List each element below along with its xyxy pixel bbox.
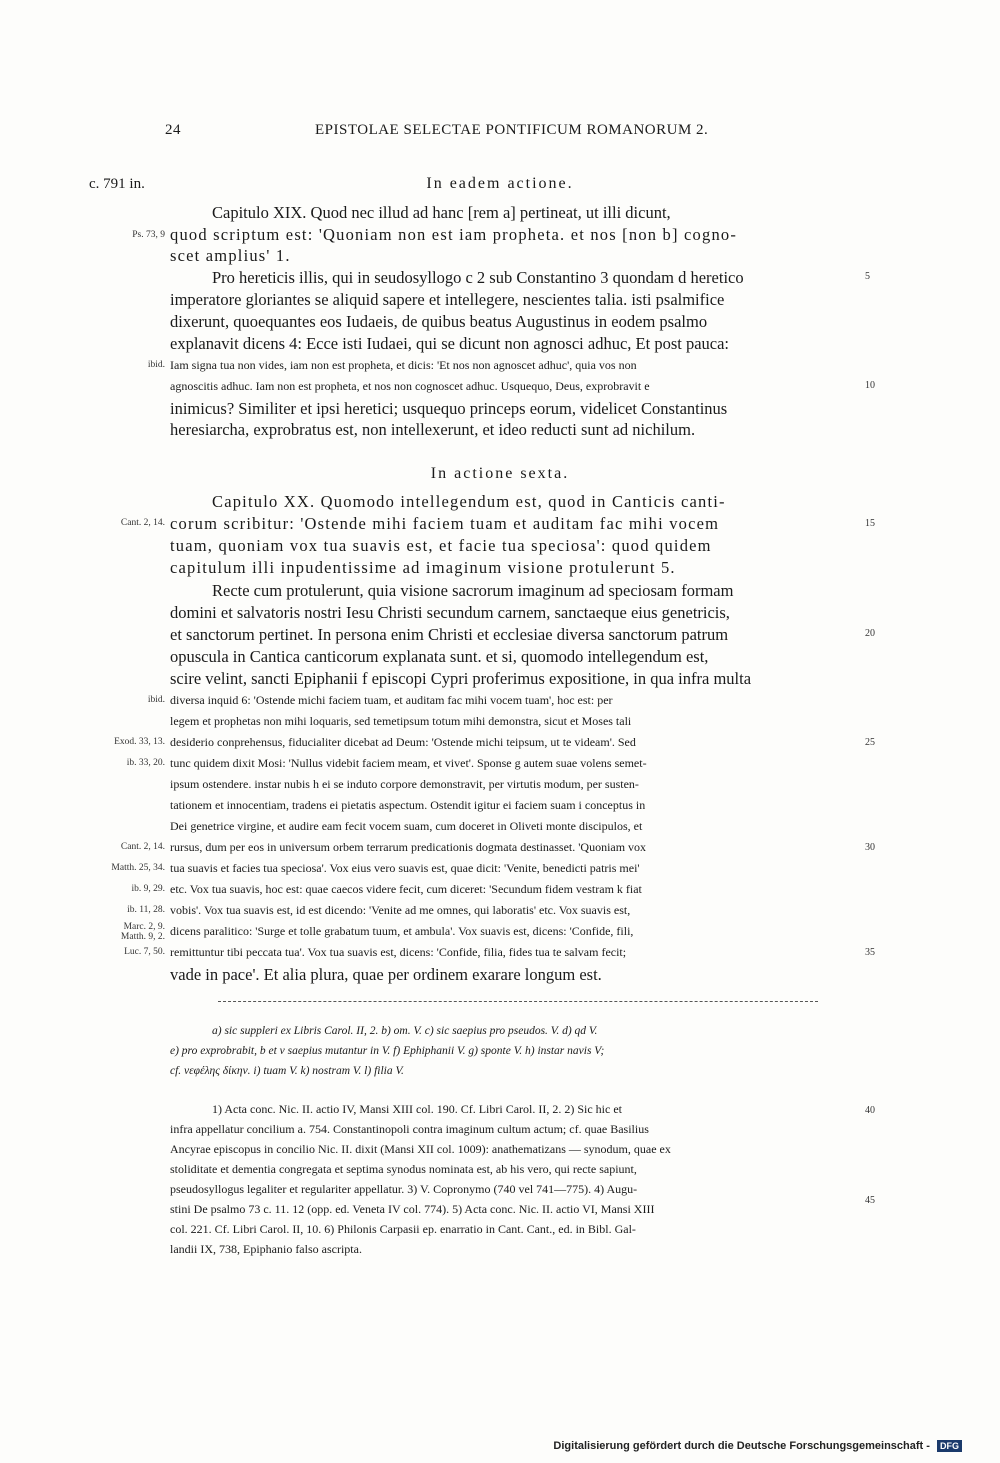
margin-ref: Ps. 73, 9 [132, 230, 165, 240]
digitization-credit [553, 1440, 962, 1452]
footnote-line: infra appellatur concilium a. 754. Constantinopoli contra imaginum cultum actum; cf. quae Basilius [170, 1122, 649, 1136]
line-number: 45 [865, 1195, 875, 1206]
margin-ref: ib. 33, 20. [126, 758, 165, 768]
line-number: 15 [865, 518, 875, 529]
line-number: 35 [865, 947, 875, 958]
text-line: opuscula in Cantica canticorum explanata sunt. et si, quomodo intellegendum est, [170, 647, 709, 666]
text-line: vade in pace'. Et alia plura, quae per ordinem exarare longum est. [170, 965, 602, 984]
text-line: Capitulo XX. Quomodo intellegendum est, quod in Canticis canti- [212, 492, 726, 511]
text-line: scet amplius' 1. [170, 246, 291, 265]
dfg-logo-icon: DFG [937, 1440, 962, 1452]
text-line: tunc quidem dixit Mosi: 'Nullus videbit faciem meam, et vivet'. Sponse g autem suae volens semet- [170, 756, 647, 770]
text-line: imperatore gloriantes se aliquid sapere et intellegere, nescientes talia. isti psalmifice [170, 290, 725, 309]
text-line: Pro hereticis illis, qui in seudosyllogo c 2 sub Constantino 3 quondam d heretico [212, 268, 744, 287]
footnote-line: 1) Acta conc. Nic. II. actio IV, Mansi XIII col. 190. Cf. Libri Carol. II, 2. 2) Sic hic et [212, 1102, 623, 1116]
line-number: 40 [865, 1105, 875, 1116]
footnote-line: stoliditate et dementia congregata et septima synodus nominata est, ab his vero, qui recte sapiunt, [170, 1162, 637, 1176]
text-line: Dei genetrice virgine, et audire eam fecit vocem suam, cum doceret in Oliveti monte discipulos, et [170, 819, 643, 833]
text-line: tua suavis et facies tua speciosa'. Vox eius vero suavis est, quae dicit: 'Venite, benedicti patris mei' [170, 861, 640, 875]
running-title: EPISTOLAE SELECTAE PONTIFICUM ROMANORUM 2. [315, 122, 709, 138]
margin-ref: Matth. 25, 34. [111, 863, 165, 873]
footnote-line: col. 221. Cf. Libri Carol. II, 10. 6) Philonis Carpasii ep. enarratio in Cant. Cant., ed. in Bibl. Gal- [170, 1222, 636, 1236]
footnote-line: Ancyrae episcopus in concilio Nic. II. dixit (Mansi XII col. 1009): anathematizans — synodum, quae ex [170, 1142, 671, 1156]
footnote-line: pseudosyllogus legaliter et regulariter appellatur. 3) V. Copronymo (740 vel 741—775). 4) Augu- [170, 1182, 638, 1196]
apparatus-line: cf. νεφέλης δίκην. i) tuam V. k) nostram V. l) filia V. [170, 1065, 404, 1077]
text-line: Capitulo XIX. Quod nec illud ad hanc [rem a] pertineat, ut illi dicunt, [212, 203, 671, 222]
credit-text: Digitalisierung gefördert durch die Deutsche Forschungsgemeinschaft - [553, 1440, 930, 1452]
text-line: dixerunt, quoequantes eos Iudaeis, de quibus beatus Augustinus in eodem psalmo [170, 312, 708, 331]
date-marker: c. 791 in. [89, 176, 145, 192]
margin-ref: Cant. 2, 14. [120, 842, 165, 852]
line-number: 25 [865, 737, 875, 748]
apparatus-line: a) sic suppleri ex Libris Carol. II, 2. b) om. V. c) sic saepius pro pseudos. V. d) qd V. [212, 1025, 598, 1037]
page-number: 24 [165, 122, 181, 138]
apparatus-line: e) pro exprobrabit, b et v saepius mutantur in V. f) Ephiphanii V. g) sponte V. h) instar navis V; [170, 1045, 605, 1057]
text-line: agnoscitis adhuc. Iam non est propheta, et nos non cognoscet adhuc. Usquequo, Deus, exprobravit e [170, 379, 650, 393]
margin-ref: ib. 11, 28. [127, 905, 165, 915]
text-line: explanavit dicens 4: Ecce isti Iudaei, qui se dicunt non agnosci adhuc, Et post pauca: [170, 334, 730, 353]
margin-ref: ibid. [147, 695, 165, 705]
text-line: tuam, quoniam vox tua suavis est, et facie tua speciosa': quod quidem [170, 536, 712, 555]
text-line: heresiarcha, exprobratus est, non intellexerunt, et ideo reducti sunt ad nichilum. [170, 420, 696, 439]
text-line: domini et salvatoris nostri Iesu Christi secundum carnem, sanctaeque eius genetricis, [170, 603, 730, 622]
text-line: tationem et innocentiam, tradens ei pietatis aspectum. Ostendit igitur ei faciem suam i conceptus in [170, 798, 646, 812]
text-line: Recte cum protulerunt, quia visione sacrorum imaginum ad speciosam formam [212, 581, 734, 600]
text-line: Iam signa tua non vides, iam non est propheta, et dicis: 'Et nos non agnoscet adhuc', quia vos non [170, 358, 637, 372]
text-line: rursus, dum per eos in universum orbem terrarum predicationis dogmata destinasset. 'Quoniam vox [170, 840, 647, 854]
footnote-line: stini De psalmo 73 c. 11. 12 (opp. ed. Veneta IV col. 774). 5) Acta conc. Nic. II. actio VI, Mansi XIII [170, 1202, 655, 1216]
margin-ref: ibid. [147, 360, 165, 370]
section-heading-2: In actione sexta. [430, 465, 570, 482]
text-line: vobis'. Vox tua suavis est, id est dicendo: 'Venite ad me omnes, qui laboratis' etc. Vox suavis est, [170, 903, 631, 917]
text-line: quod scriptum est: 'Quoniam non est iam propheta. et nos [non b] cogno- [170, 225, 738, 244]
divider [218, 1001, 818, 1002]
line-number: 30 [865, 842, 875, 853]
text-line: legem et prophetas non mihi loquaris, sed temetipsum totum mihi demonstra, sicut et Moses tali [170, 714, 632, 728]
text-line: corum scribitur: 'Ostende mihi faciem tuam et auditam fac mihi vocem [170, 514, 720, 533]
margin-ref: Luc. 7, 50. [124, 947, 165, 957]
text-line: etc. Vox tua suavis, hoc est: quae caecos videre fecit, cum diceret: 'Secundum fidem vestram k fiat [170, 882, 642, 896]
margin-ref: Exod. 33, 13. [114, 737, 165, 747]
margin-ref: ib. 9, 29. [131, 884, 165, 894]
text-line: ipsum ostendere. instar nubis h ei se induto corpore demonstravit, per virtutis modum, per susten- [170, 777, 639, 791]
text-line: scire velint, sancti Epiphanii f episcopi Cypri proferimus expositione, in qua infra multa [170, 669, 752, 688]
margin-ref: Cant. 2, 14. [120, 518, 165, 528]
text-line: desiderio conprehensus, fiducialiter dicebat ad Deum: 'Ostende michi teipsum, ut te videam'. Sed [170, 735, 636, 749]
text-line: dicens paralitico: 'Surge et tolle grabatum tuum, et ambula'. Vox suavis est, dicens: 'Confide, fili, [170, 924, 634, 938]
margin-ref: Matth. 9, 2. [120, 932, 165, 942]
section-heading-1: In eadem actione. [426, 175, 574, 192]
text-line: remittuntur tibi peccata tua'. Vox tua suavis est, dicens: 'Confide, filia, fides tua te salvam fecit; [170, 945, 627, 959]
line-number: 20 [865, 628, 875, 639]
text-line: et sanctorum pertinet. In persona enim Christi et ecclesiae diversa sanctorum patrum [170, 625, 729, 644]
footnote-line: landii IX, 738, Epiphanio falso ascripta. [170, 1242, 362, 1256]
text-line: inimicus? Similiter et ipsi heretici; usquequo princeps eorum, videlicet Constantinus [170, 399, 728, 418]
text-line: diversa inquid 6: 'Ostende michi faciem tuam, et auditam fac mihi vocem tuam', hoc est: per [170, 693, 613, 707]
line-number: 10 [865, 380, 875, 391]
line-number: 5 [865, 271, 870, 282]
margin-ref: Marc. 2, 9. [123, 922, 165, 932]
text-line: capitulum illi inpudentissime ad imaginum visione protulerunt 5. [170, 558, 676, 577]
